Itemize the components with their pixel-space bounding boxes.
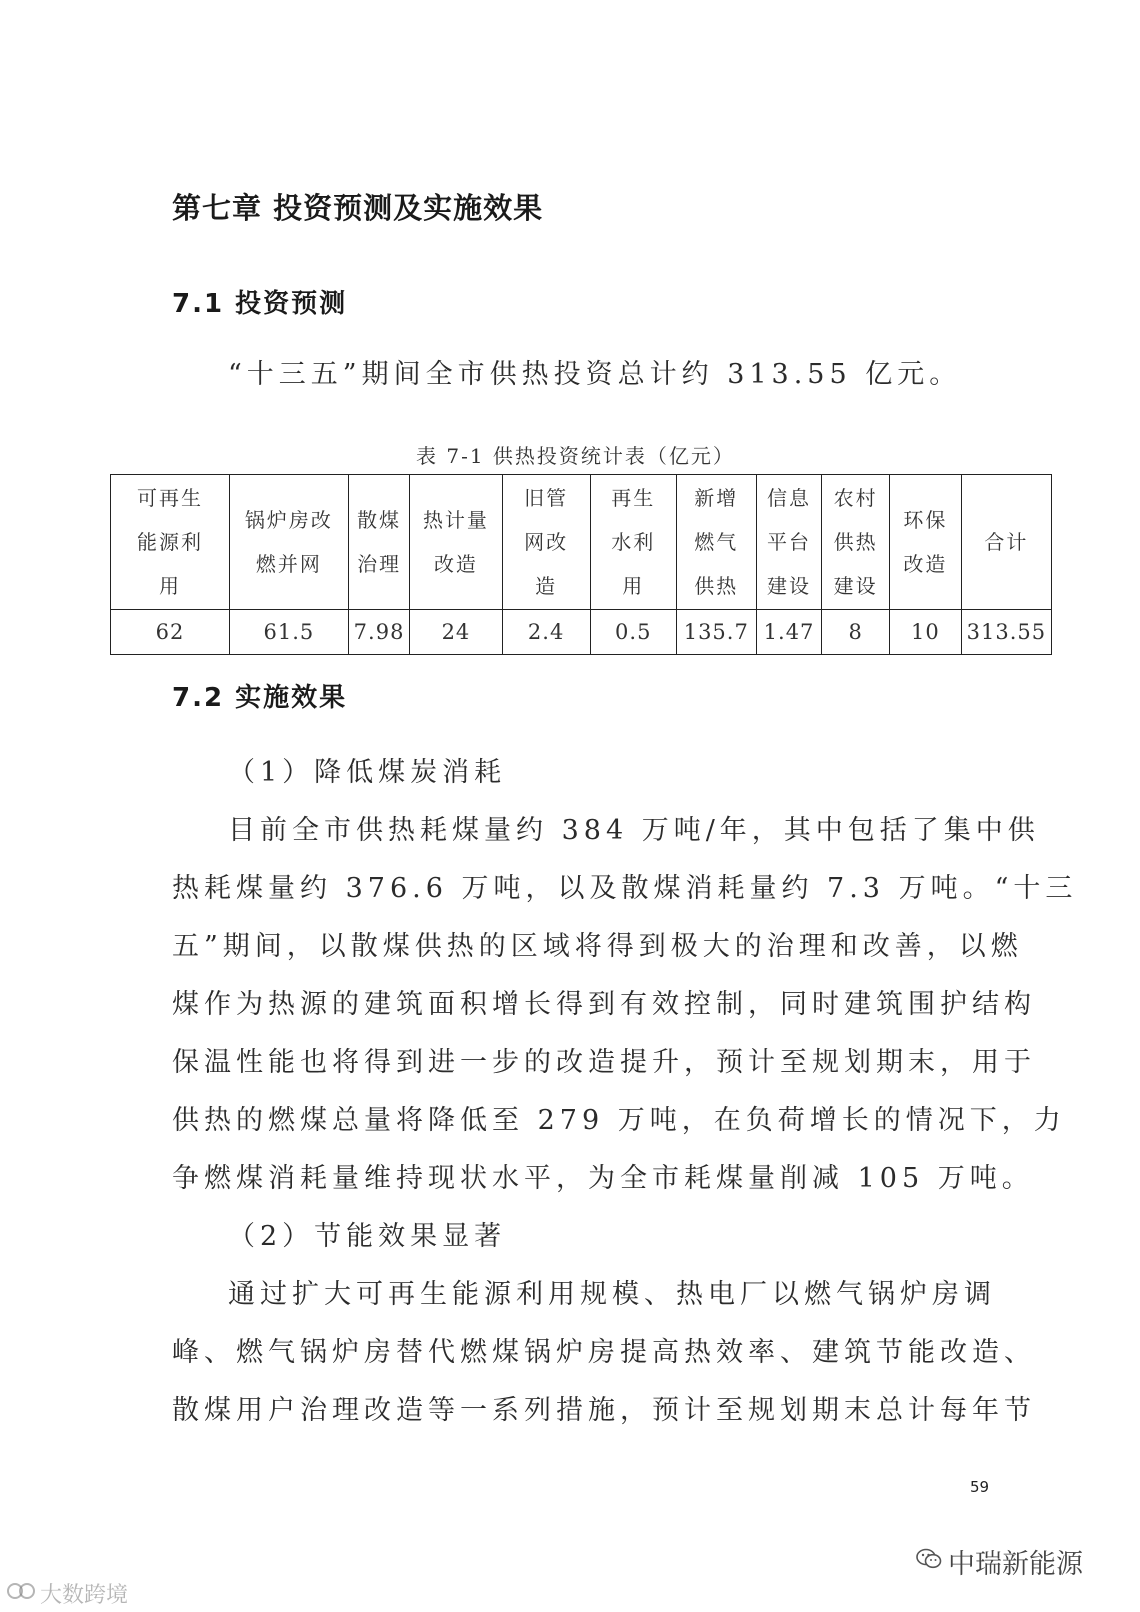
subheading-energy: （2）节能效果显著 [228, 1221, 507, 1252]
table-value-row [111, 610, 1052, 655]
value-cell: 2.4 [502, 610, 590, 655]
section-heading-7-1: 7.1 投资预测 [172, 289, 348, 319]
watermark-logo-icon [6, 1580, 36, 1608]
para1-line: 五”期间，以散煤供热的区域将得到极大的治理和改善，以燃 [172, 931, 1023, 962]
header-cell: 旧管网改造 [502, 475, 590, 610]
value-cell: 7.98 [348, 610, 410, 655]
wechat-account-name: 中瑞新能源 [948, 1549, 1083, 1580]
value-cell: 62 [111, 610, 230, 655]
header-cell: 锅炉房改燃并网 [229, 475, 348, 610]
header-cell: 环保改造 [889, 475, 961, 610]
header-cell: 农村供热建设 [822, 475, 890, 610]
subheading-coal: （1）降低煤炭消耗 [228, 757, 507, 788]
page-number: 59 [970, 1478, 990, 1496]
value-cell: 8 [822, 610, 890, 655]
para1-line: 煤作为热源的建筑面积增长得到有效控制，同时建筑围护结构 [172, 989, 1036, 1020]
para1-line: 热耗煤量约 376.6 万吨，以及散煤消耗量约 7.3 万吨。“十三 [172, 873, 1078, 904]
para2-line: 峰、燃气锅炉房替代燃煤锅炉房提高热效率、建筑节能改造、 [172, 1337, 1036, 1368]
value-cell: 1.47 [756, 610, 822, 655]
wechat-watermark [916, 1542, 1083, 1581]
header-cell: 合计 [961, 475, 1051, 610]
investment-table [110, 474, 1052, 655]
para1-line: 保温性能也将得到进一步的改造提升，预计至规划期末，用于 [172, 1047, 1036, 1078]
value-cell: 0.5 [590, 610, 676, 655]
header-cell: 可再生能源利用 [111, 475, 230, 610]
header-cell: 散煤治理 [348, 475, 410, 610]
value-cell: 24 [410, 610, 502, 655]
value-cell: 61.5 [229, 610, 348, 655]
para1-line: 争燃煤消耗量维持现状水平，为全市耗煤量削减 105 万吨。 [172, 1163, 1034, 1194]
value-cell: 313.55 [961, 610, 1051, 655]
para1-line: 目前全市供热耗煤量约 384 万吨/年，其中包括了集中供 [228, 815, 1040, 846]
corner-watermark [6, 1578, 128, 1609]
watermark-text: 大数跨境 [40, 1583, 129, 1608]
table-caption: 表 7-1 供热投资统计表（亿元） [416, 444, 735, 468]
wechat-icon [916, 1546, 942, 1577]
header-cell: 信息平台建设 [756, 475, 822, 610]
section-heading-7-2: 7.2 实施效果 [172, 683, 348, 713]
value-cell: 10 [889, 610, 961, 655]
value-cell: 135.7 [676, 610, 756, 655]
para1-line: 供热的燃煤总量将降低至 279 万吨，在负荷增长的情况下，力 [172, 1105, 1066, 1136]
para2-line: 通过扩大可再生能源利用规模、热电厂以燃气锅炉房调 [228, 1279, 996, 1310]
header-cell: 热计量改造 [410, 475, 502, 610]
investment-summary: “十三五”期间全市供热投资总计约 313.55 亿元。 [228, 359, 962, 390]
header-cell: 新增燃气供热 [676, 475, 756, 610]
chapter-title: 第七章 投资预测及实施效果 [172, 191, 544, 225]
table-header-row [111, 475, 1052, 610]
para2-line: 散煤用户治理改造等一系列措施，预计至规划期末总计每年节 [172, 1395, 1036, 1426]
header-cell: 再生水利用 [590, 475, 676, 610]
